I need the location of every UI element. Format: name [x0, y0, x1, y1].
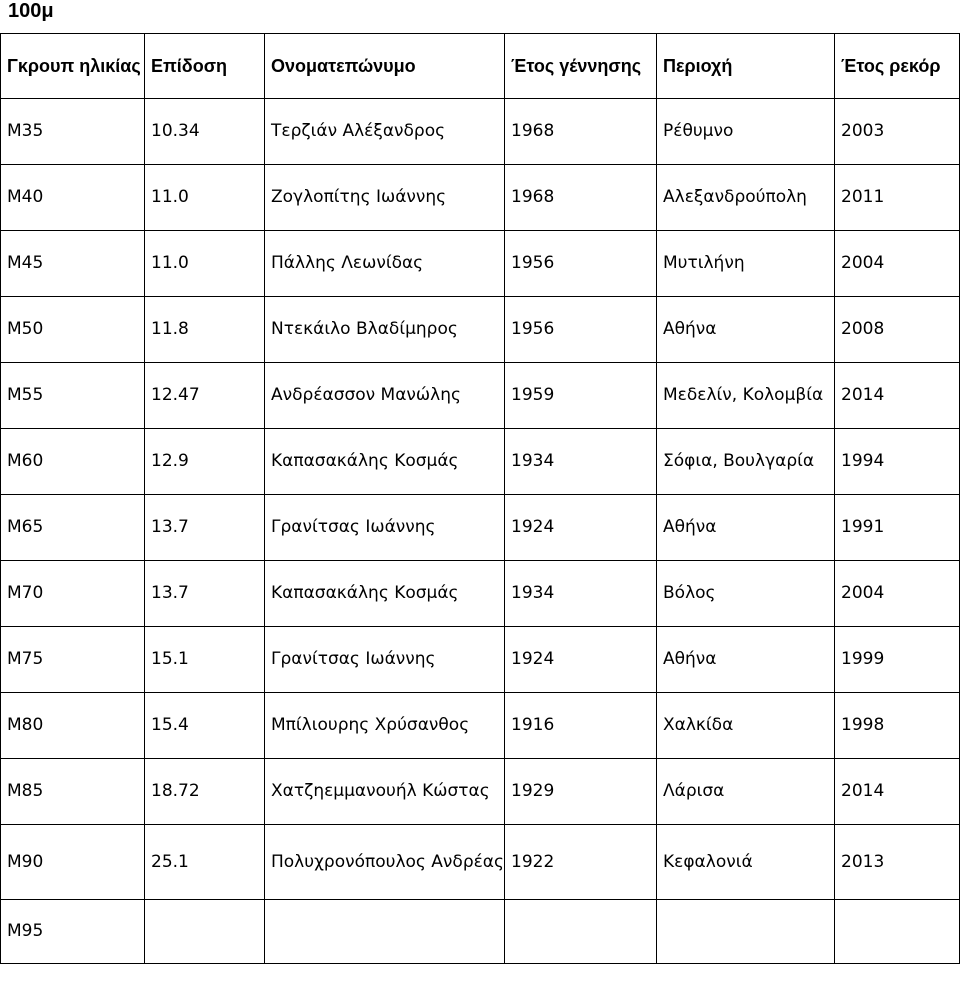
cell-performance: 11.0: [145, 231, 265, 297]
cell-birth-year: 1929: [505, 759, 657, 825]
cell-record-year: 2004: [835, 231, 960, 297]
cell-performance: 18.72: [145, 759, 265, 825]
cell-record-year: 2004: [835, 561, 960, 627]
cell-performance: 11.0: [145, 165, 265, 231]
cell-region: Χαλκίδα: [657, 693, 835, 759]
cell-birth-year: 1959: [505, 363, 657, 429]
cell-record-year: 2011: [835, 165, 960, 231]
cell-birth-year: 1968: [505, 165, 657, 231]
cell-region: [657, 900, 835, 964]
cell-record-year: 1998: [835, 693, 960, 759]
cell-record-year: 2008: [835, 297, 960, 363]
page-title: 100μ: [8, 0, 54, 22]
cell-region: Αθήνα: [657, 627, 835, 693]
cell-full-name: Ανδρέασσον Μανώλης: [265, 363, 505, 429]
cell-record-year: 2014: [835, 759, 960, 825]
cell-performance: 15.4: [145, 693, 265, 759]
cell-age-group: Μ60: [1, 429, 145, 495]
cell-birth-year: [505, 900, 657, 964]
cell-performance: 13.7: [145, 495, 265, 561]
table-row: [1, 561, 960, 627]
cell-record-year: 2014: [835, 363, 960, 429]
cell-age-group: Μ40: [1, 165, 145, 231]
cell-performance: 12.47: [145, 363, 265, 429]
table-row: [1, 759, 960, 825]
cell-region: Μυτιλήνη: [657, 231, 835, 297]
table-row: [1, 165, 960, 231]
table-row: [1, 900, 960, 964]
cell-record-year: 1991: [835, 495, 960, 561]
header-performance: Επίδοση: [145, 34, 265, 99]
cell-record-year: 2013: [835, 825, 960, 900]
cell-record-year: [835, 900, 960, 964]
cell-record-year: 1994: [835, 429, 960, 495]
cell-performance: [145, 900, 265, 964]
records-table: [0, 33, 960, 964]
cell-full-name: Τερζιάν Αλέξανδρος: [265, 99, 505, 165]
cell-performance: 10.34: [145, 99, 265, 165]
cell-record-year: 1999: [835, 627, 960, 693]
cell-age-group: Μ65: [1, 495, 145, 561]
header-birth-year: Έτος γέννησης: [505, 34, 657, 99]
table-row: [1, 495, 960, 561]
cell-birth-year: 1924: [505, 495, 657, 561]
table-row: [1, 363, 960, 429]
cell-age-group: Μ45: [1, 231, 145, 297]
table-row: [1, 825, 960, 900]
cell-performance: 11.8: [145, 297, 265, 363]
cell-region: Αθήνα: [657, 495, 835, 561]
cell-full-name: Μπίλιουρης Χρύσανθος: [265, 693, 505, 759]
cell-region: Κεφαλονιά: [657, 825, 835, 900]
cell-birth-year: 1956: [505, 231, 657, 297]
cell-region: Αλεξανδρούπολη: [657, 165, 835, 231]
cell-full-name: Πολυχρονόπουλος Ανδρέας: [265, 825, 505, 900]
cell-age-group: Μ75: [1, 627, 145, 693]
cell-region: Μεδελίν, Κολομβία: [657, 363, 835, 429]
cell-full-name: Χατζηεμμανουήλ Κώστας: [265, 759, 505, 825]
cell-age-group: Μ50: [1, 297, 145, 363]
cell-age-group: Μ80: [1, 693, 145, 759]
table-header-row: [1, 34, 960, 99]
cell-full-name: Ντεκάιλο Βλαδίμηρος: [265, 297, 505, 363]
table-row: [1, 693, 960, 759]
cell-record-year: 2003: [835, 99, 960, 165]
header-record-year: Έτος ρεκόρ: [835, 34, 960, 99]
cell-age-group: Μ35: [1, 99, 145, 165]
cell-age-group: Μ55: [1, 363, 145, 429]
cell-region: Λάρισα: [657, 759, 835, 825]
cell-full-name: Γρανίτσας Ιωάννης: [265, 627, 505, 693]
cell-performance: 13.7: [145, 561, 265, 627]
cell-age-group: Μ90: [1, 825, 145, 900]
table-row: [1, 99, 960, 165]
cell-full-name: Γρανίτσας Ιωάννης: [265, 495, 505, 561]
cell-region: Βόλος: [657, 561, 835, 627]
cell-birth-year: 1916: [505, 693, 657, 759]
header-age-group: Γκρουπ ηλικίας: [1, 34, 145, 99]
cell-birth-year: 1934: [505, 561, 657, 627]
cell-region: Σόφια, Βουλγαρία: [657, 429, 835, 495]
cell-full-name: [265, 900, 505, 964]
cell-full-name: Πάλλης Λεωνίδας: [265, 231, 505, 297]
cell-region: Ρέθυμνο: [657, 99, 835, 165]
cell-performance: 25.1: [145, 825, 265, 900]
cell-full-name: Καπασακάλης Κοσμάς: [265, 429, 505, 495]
cell-age-group: Μ70: [1, 561, 145, 627]
cell-birth-year: 1924: [505, 627, 657, 693]
table-row: [1, 627, 960, 693]
cell-performance: 15.1: [145, 627, 265, 693]
cell-birth-year: 1922: [505, 825, 657, 900]
table-row: [1, 429, 960, 495]
cell-performance: 12.9: [145, 429, 265, 495]
cell-region: Αθήνα: [657, 297, 835, 363]
header-full-name: Ονοματεπώνυμο: [265, 34, 505, 99]
table-row: [1, 231, 960, 297]
cell-age-group: Μ85: [1, 759, 145, 825]
table-row: [1, 297, 960, 363]
cell-full-name: Καπασακάλης Κοσμάς: [265, 561, 505, 627]
cell-age-group: Μ95: [1, 900, 145, 964]
header-region: Περιοχή: [657, 34, 835, 99]
cell-birth-year: 1934: [505, 429, 657, 495]
cell-birth-year: 1968: [505, 99, 657, 165]
cell-birth-year: 1956: [505, 297, 657, 363]
cell-full-name: Ζογλοπίτης Ιωάννης: [265, 165, 505, 231]
